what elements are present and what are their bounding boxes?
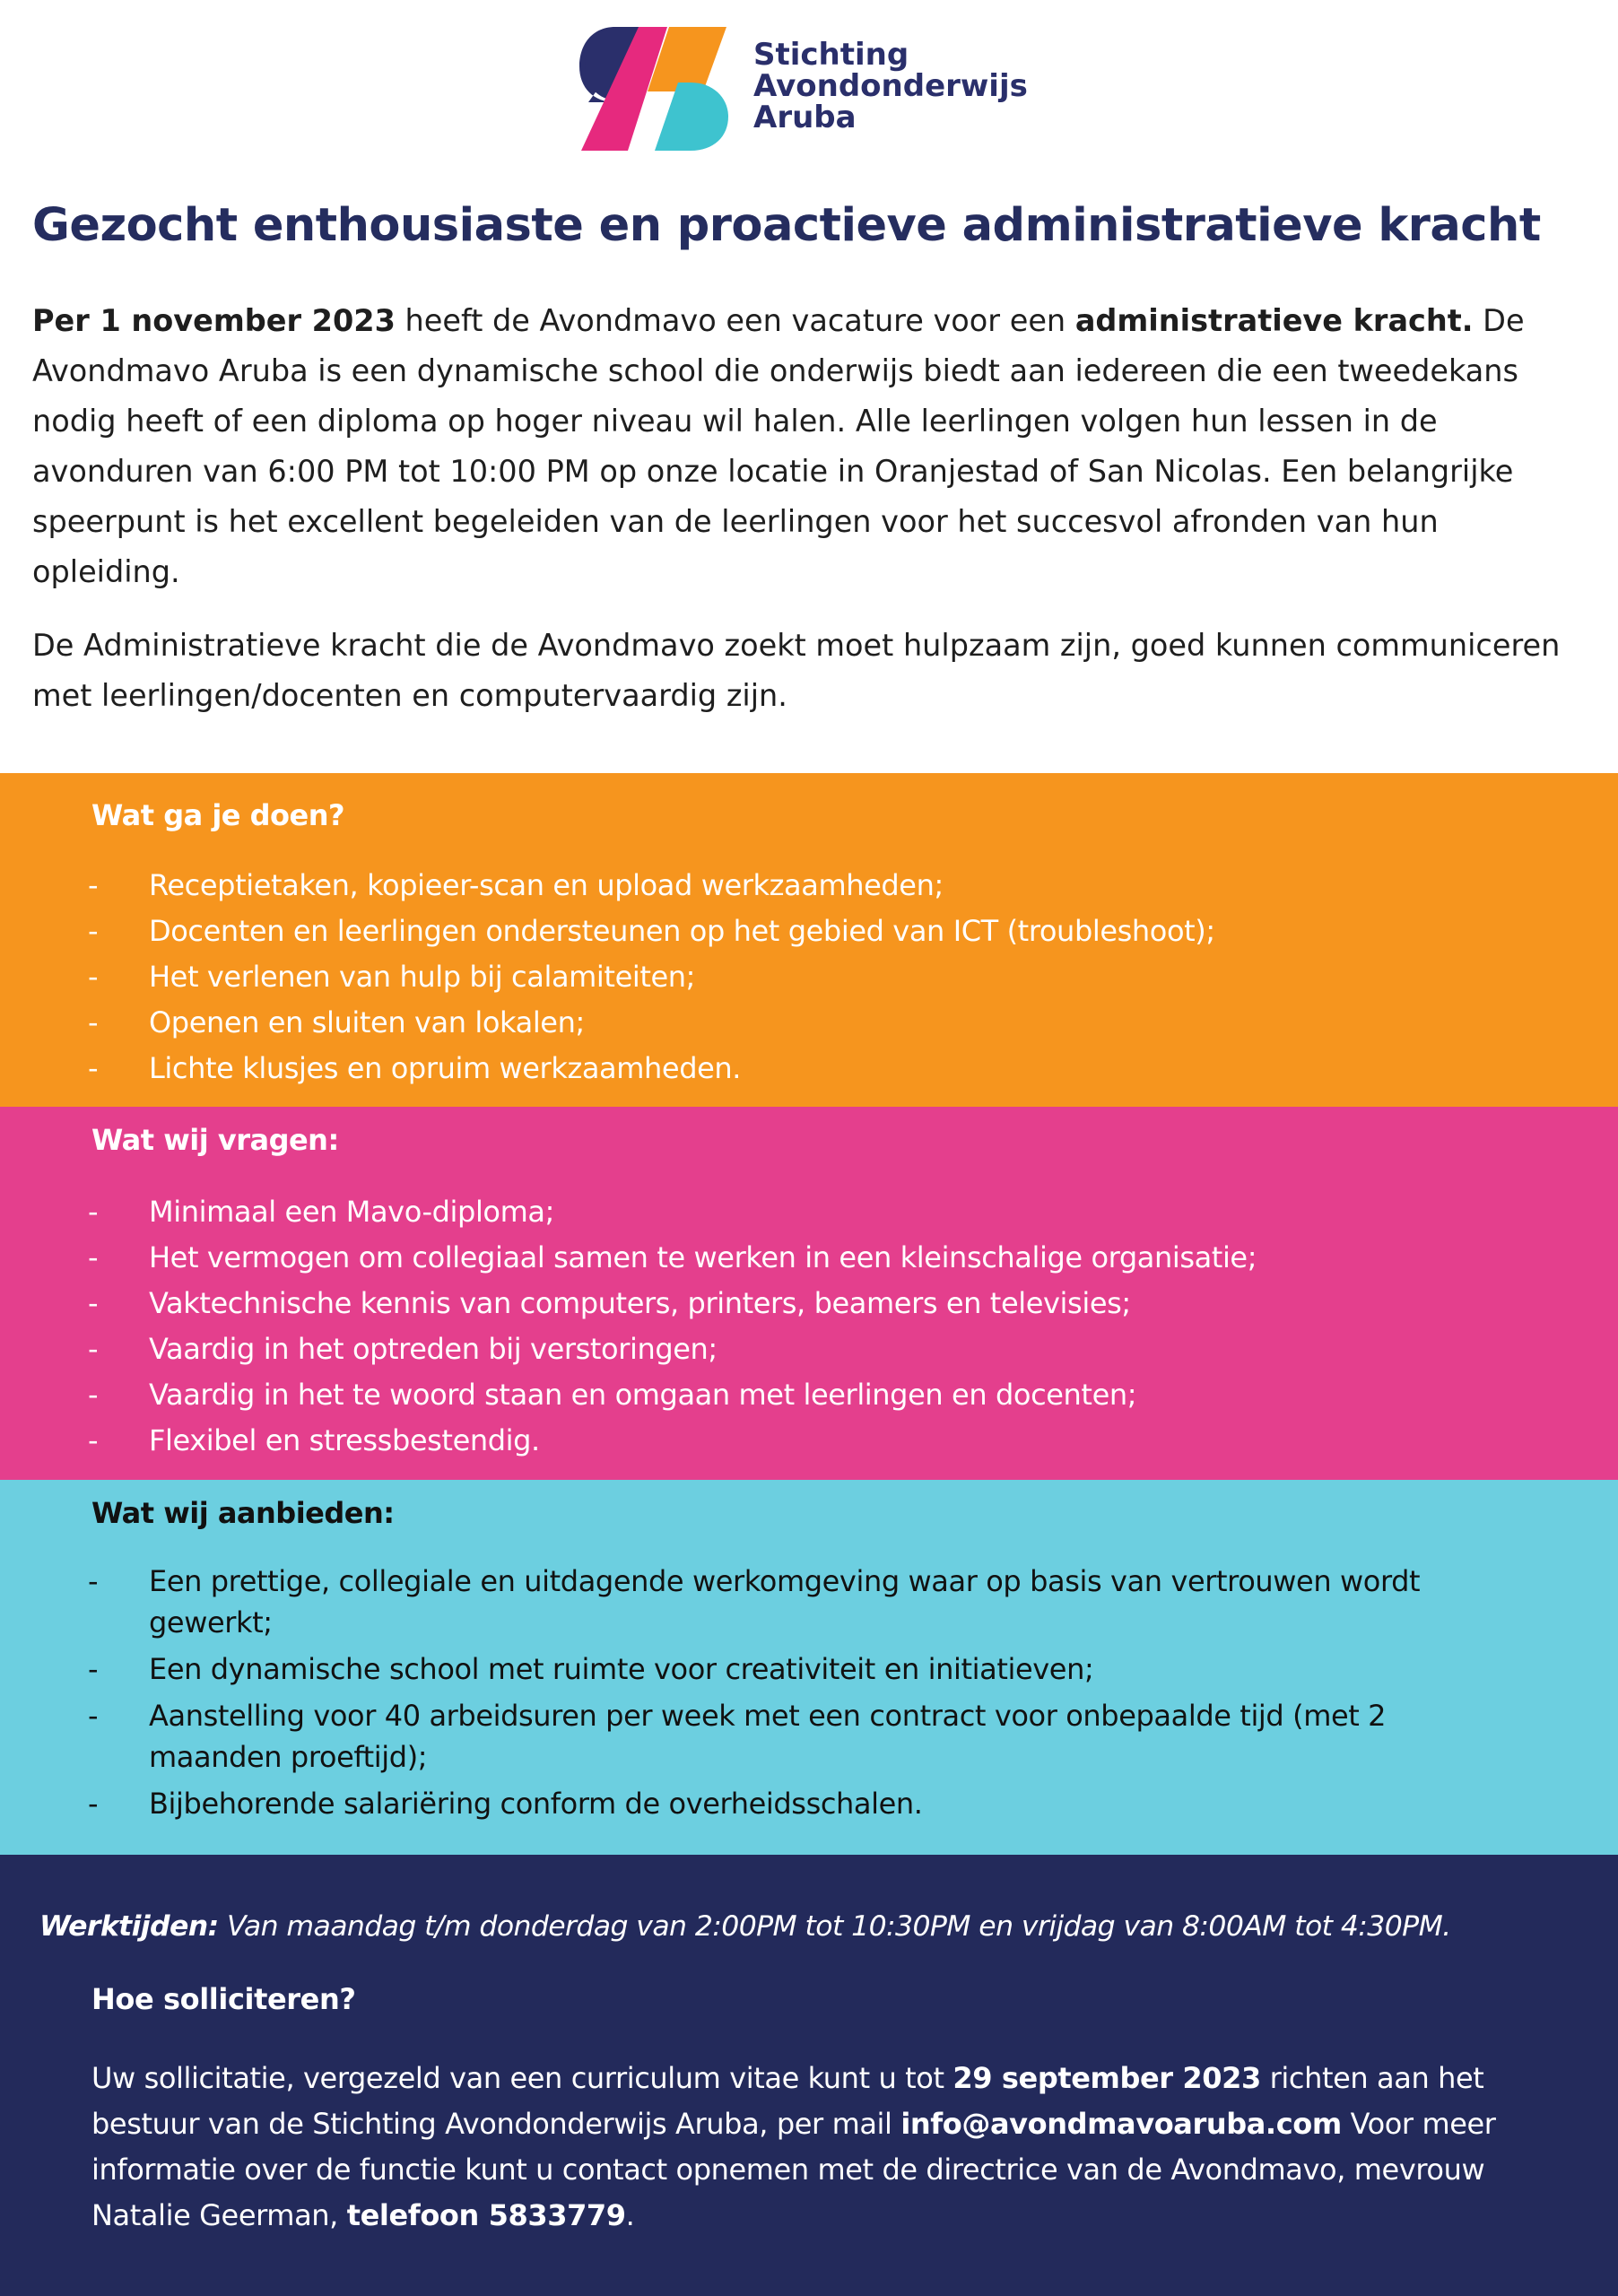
working-hours (39, 1910, 1600, 1943)
dash-bullet: - (88, 1699, 99, 1733)
section-offer (0, 1480, 1618, 1855)
section-requirements (0, 1107, 1618, 1480)
list-item (88, 1000, 1559, 1046)
list-item-text: Receptietaken, kopieer-scan en upload werkzaamheden; (149, 868, 944, 902)
list-item-text: Vaktechnische kennis van computers, printers, beamers en televisies; (149, 1286, 1131, 1320)
section-application (0, 1855, 1618, 2296)
page-title: Gezocht enthousiaste en proactieve administratieve kracht (32, 199, 1541, 252)
dash-bullet: - (88, 960, 99, 994)
section-heading-tasks: Wat ga je doen? (91, 798, 345, 832)
working-hours-text: Van maandag t/m donderdag van 2:00PM tot 10:30PM en vrijdag van 8:00AM tot 4:30PM. (218, 1910, 1451, 1943)
list-item (88, 1783, 1505, 1824)
dash-bullet: - (88, 1051, 99, 1085)
section-heading-requirements: Wat wij vragen: (91, 1123, 339, 1157)
requirements-list (88, 1189, 1559, 1464)
intro-text-2: De Avondmavo Aruba is een dynamische school die onderwijs biedt aan iedereen die een tweedekans nodig heeft of een diploma op hoger niveau wil halen. Alle leerlingen volgen hun lessen in de avonduren van 6:00 PM tot 10:00 PM op onze locatie in Oranjestad of San Nicolas. Een belangrijke speerpunt is het excellent begeleiden van de leerlingen voor het succesvol afronden van hun opleiding. (32, 303, 1525, 589)
dash-bullet: - (88, 914, 99, 948)
section-tasks (0, 773, 1618, 1107)
logo (579, 23, 1037, 154)
intro-paragraph-2: De Administratieve kracht die de Avondmavo zoekt moet hulpzaam zijn, goed kunnen communiceren met leerlingen/docenten en computervaardig zijn. (32, 628, 1561, 713)
apply-text-3: Voor meer informatie over de functie kunt u contact opnemen met de directrice van de Avondmavo, mevrouw Natalie Geerman, (91, 2107, 1496, 2232)
list-item (88, 1326, 1559, 1372)
intro-text (32, 296, 1584, 721)
list-item-text: Flexibel en stressbestendig. (149, 1423, 540, 1457)
list-item (88, 1561, 1505, 1643)
intro-text-1: heeft de Avondmavo een vacature voor een (395, 303, 1075, 338)
logo-line-3: Aruba (753, 100, 857, 135)
list-item (88, 1372, 1559, 1418)
start-date: Per 1 november 2023 (32, 303, 396, 338)
section-heading-offer: Wat wij aanbieden: (91, 1496, 395, 1530)
deadline-date: 29 september 2023 (953, 2061, 1261, 2095)
list-item-text: Minimaal een Mavo-diploma; (149, 1195, 554, 1229)
dash-bullet: - (88, 1286, 99, 1320)
list-item-text: Openen en sluiten van lokalen; (149, 1005, 585, 1039)
list-item-text: Het verlenen van hulp bij calamiteiten; (149, 960, 696, 994)
task-list (88, 863, 1559, 1091)
list-item (88, 909, 1559, 954)
list-item (88, 1281, 1559, 1326)
list-item-text: Docenten en leerlingen ondersteunen op het gebied van ICT (troubleshoot); (149, 914, 1215, 948)
list-item (88, 1695, 1505, 1778)
list-item-text: Lichte klusjes en opruim werkzaamheden. (149, 1051, 742, 1085)
list-item (88, 1046, 1559, 1091)
dash-bullet: - (88, 1378, 99, 1412)
list-item-text: Aanstelling voor 40 arbeidsuren per week met een contract voor onbepaalde tijd (met 2 maanden proeftijd); (149, 1699, 1387, 1774)
list-item (88, 863, 1559, 909)
list-item-text: Het vermogen om collegiaal samen te werken in een kleinschalige organisatie; (149, 1240, 1257, 1274)
intro-paragraph-1 (32, 296, 1584, 597)
list-item (88, 1418, 1559, 1464)
dash-bullet: - (88, 1652, 99, 1686)
list-item-text: Een prettige, collegiale en uitdagende werkomgeving waar op basis van vertrouwen wordt gewerkt; (149, 1564, 1421, 1639)
working-hours-label: Werktijden: (39, 1910, 219, 1943)
dash-bullet: - (88, 1195, 99, 1229)
phone-number[interactable]: telefoon 5833779 (346, 2198, 626, 2232)
dash-bullet: - (88, 1787, 99, 1821)
logo-text (753, 39, 1028, 134)
dash-bullet: - (88, 1005, 99, 1039)
dash-bullet: - (88, 1564, 99, 1598)
offer-list (88, 1561, 1505, 1830)
dash-bullet: - (88, 1423, 99, 1457)
dash-bullet: - (88, 1240, 99, 1274)
apply-text-1: Uw sollicitatie, vergezeld van een curriculum vitae kunt u tot (91, 2061, 953, 2095)
job-role: administratieve kracht. (1074, 303, 1474, 338)
apply-text-2: richten aan het bestuur van de Stichting Avondonderwijs Aruba, per mail (91, 2061, 1484, 2141)
list-item (88, 1235, 1559, 1281)
logo-mark-icon (579, 23, 732, 154)
logo-line-2: Avondonderwijs (753, 68, 1028, 104)
dash-bullet: - (88, 868, 99, 902)
list-item (88, 1648, 1505, 1690)
list-item (88, 954, 1559, 1000)
list-item-text: Vaardig in het te woord staan en omgaan met leerlingen en docenten; (149, 1378, 1137, 1412)
list-item (88, 1189, 1559, 1235)
dash-bullet: - (88, 1332, 99, 1366)
email-link[interactable]: info@avondmavoaruba.com (900, 2107, 1342, 2141)
logo-line-1: Stichting (753, 37, 909, 73)
list-item-text: Vaardig in het optreden bij verstoringen; (149, 1332, 718, 1366)
apply-heading: Hoe solliciteren? (91, 1982, 356, 2016)
apply-text (91, 2056, 1571, 2239)
list-item-text: Een dynamische school met ruimte voor creativiteit en initiatieven; (149, 1652, 1094, 1686)
list-item-text: Bijbehorende salariëring conform de overheidsschalen. (149, 1787, 923, 1821)
apply-text-4: . (625, 2198, 635, 2232)
